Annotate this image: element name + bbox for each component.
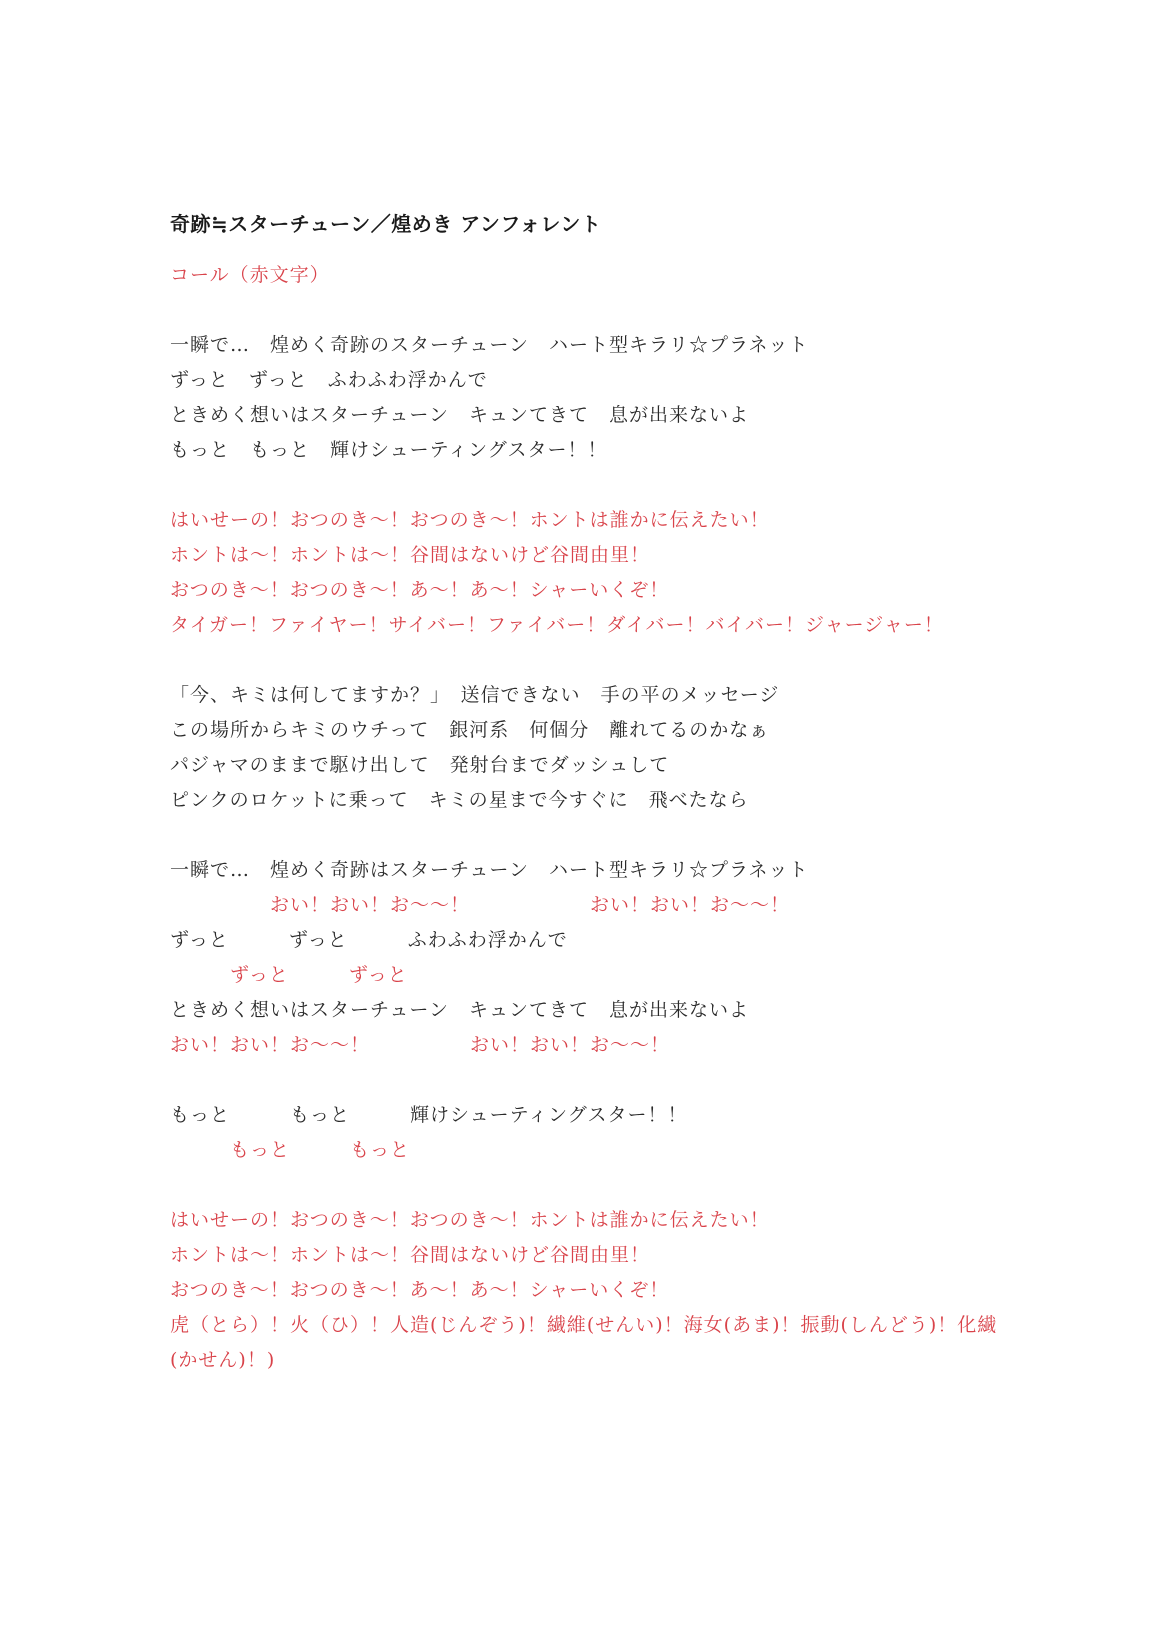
call-line: おつのき〜！おつのき〜！あ〜！あ〜！シャーいくぞ！ [170, 1279, 670, 1301]
lyric-line: もっと もっと 輝けシューティングスター！！ [170, 1104, 688, 1126]
call-line: タイガー！ファイヤー！サイバー！ファイバー！ダイバー！バイバー！ジャージャー！ [170, 614, 944, 636]
call-line: おつのき〜！おつのき〜！あ〜！あ〜！シャーいくぞ！ [170, 579, 670, 601]
call-line: もっと もっと [170, 1139, 411, 1161]
call-line: ずっと ずっと [170, 964, 408, 986]
call-line: はいせーの！おつのき〜！おつのき〜！ホントは誰かに伝えたい！ [170, 509, 770, 531]
lyric-line: ずっと ずっと ふわふわ浮かんで [170, 369, 488, 391]
lyric-line: ずっと ずっと ふわふわ浮かんで [170, 929, 568, 951]
call-line: 虎（とら）！火（ひ）！人造(じんぞう)！繊維(せんい)！海女(あま)！振動(しんどう)！化繊 [170, 1314, 998, 1336]
lyric-line: 一瞬で… 煌めく奇跡はスターチューン ハート型キラリ☆プラネット [170, 859, 809, 881]
lyric-line: ピンクのロケットに乗って キミの星まで今すぐに 飛べたなら [170, 789, 749, 811]
call-line: おい！おい！お〜〜！ おい！おい！お〜〜！ [170, 894, 791, 916]
call-line: (かせん)！) [170, 1349, 276, 1371]
lyric-line: この場所からキミのウチって 銀河系 何個分 離れてるのかなぁ [170, 719, 770, 741]
lyric-line: 「今、キミは何してますか？」 送信できない 手の平のメッセージ [170, 684, 780, 706]
call-line: はいせーの！おつのき〜！おつのき〜！ホントは誰かに伝えたい！ [170, 1209, 770, 1231]
page-title: 奇跡≒スターチューン／煌めき アンフォレント [170, 212, 602, 236]
lyric-line: 一瞬で… 煌めく奇跡のスターチューン ハート型キラリ☆プラネット [170, 334, 809, 356]
call-line: ホントは〜！ホントは〜！谷間はないけど谷間由里！ [170, 1244, 651, 1266]
lyric-line: ときめく想いはスターチューン キュンてきて 息が出来ないよ [170, 999, 750, 1021]
call-line: ホントは〜！ホントは〜！谷間はないけど谷間由里！ [170, 544, 651, 566]
lyric-line: もっと もっと 輝けシューティングスター！！ [170, 439, 608, 461]
call-line: おい！おい！お〜〜！ おい！おい！お〜〜！ [170, 1034, 671, 1056]
call-note: コール（赤文字） [170, 264, 330, 286]
lyric-line: パジャマのままで駆け出して 発射台までダッシュして [170, 754, 670, 776]
lyric-line: ときめく想いはスターチューン キュンてきて 息が出来ないよ [170, 404, 750, 426]
